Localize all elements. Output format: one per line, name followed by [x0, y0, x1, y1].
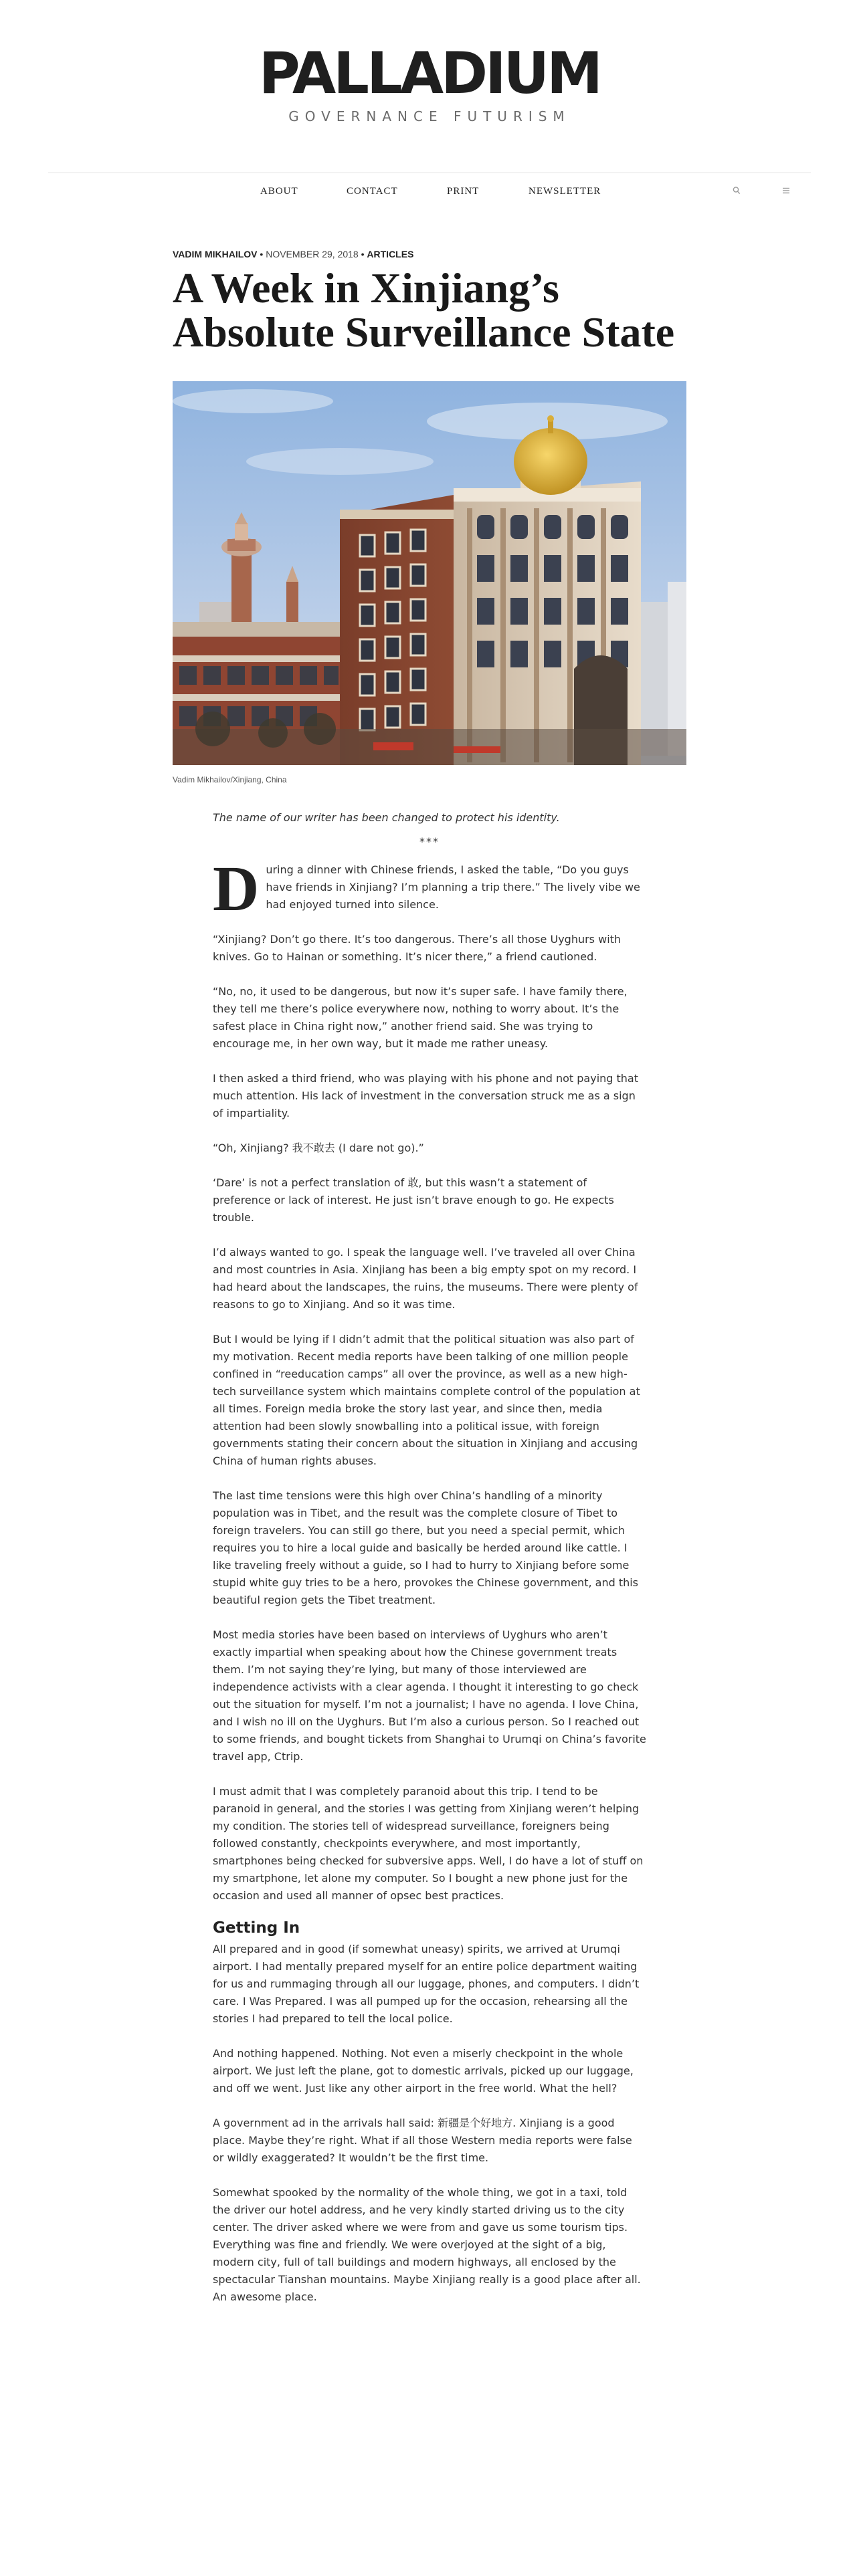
author-link[interactable]: VADIM MIKHAILOV — [173, 249, 258, 259]
article-byline — [173, 249, 413, 259]
section-separator: *** — [419, 835, 440, 848]
paragraph: The last time tensions were this high over China’s handling of a minority population was in Tibet, and the result was the complete closure of Tibet to foreign travelers. You can still go there, but you need a special permit, which requires you to hire a local guide and basically be herded around like cattle. I like traveling freely without a guide, so I had to hurry to Xinjiang before some stupid white guy tries to be a hero, provokes the Chinese government, and this beautiful region gets the Tibet treatment. — [213, 1489, 639, 1606]
category-link[interactable]: ARTICLES — [367, 249, 414, 259]
menu-icon[interactable] — [781, 186, 791, 197]
nav-contact[interactable]: CONTACT — [347, 186, 398, 197]
article-title: A Week in Xinjiang’s Absolute Surveillance State — [173, 264, 675, 356]
paragraph: ‘Dare’ is not a perfect translation of 敢, but this wasn’t a statement of preference or lack of interest. He just isn’t brave enough to go. He expects trouble. — [213, 1176, 614, 1224]
paragraph: All prepared and in good (if somewhat uneasy) spirits, we arrived at Urumqi airport. I had mentally prepared myself for an entire police department waiting for us and rummaging through all our luggage, phones, and computers. I didn’t care. I Was Prepared. I was all pumped up for the occasion, rehearsing all the stories I had prepared to tell the local police. — [213, 1943, 640, 2025]
hero-image — [173, 381, 686, 765]
main-nav — [0, 186, 859, 201]
paragraph: But I would be lying if I didn’t admit that the political situation was also part of my motivation. Recent media reports have been talking of one million people confined in “reeducation camps” all over the province, as well as a new high-tech surveillance system which maintains complete control of the population at all times. Foreign media broke the story last year, and since then, media attention had been slowly snowballing into a political issue, with foreign governments stating their concern about the situation in Xinjiang and accusing China of human rights abuses. — [213, 1333, 640, 1467]
paragraph: And nothing happened. Nothing. Not even a miserly checkpoint in the whole airport. We just left the plane, got to domestic arrivals, picked up our luggage, and off we went. Just like any other airport in the free world. What the hell? — [213, 2047, 634, 2095]
first-paragraph — [213, 853, 646, 924]
paragraph: I’d always wanted to go. I speak the language well. I’ve traveled all over China and most countries in Asia. Xinjiang has been a big empty spot on my record. I had heard about the landscapes, the ruins, the museums. There were plenty of reasons to go to Xinjiang. And so it was time. — [213, 1246, 638, 1311]
byline-separator: • — [260, 249, 264, 259]
site-tagline: GOVERNANCE FUTURISM — [288, 108, 571, 124]
nav-about[interactable]: ABOUT — [260, 186, 298, 197]
site-logo[interactable]: PALLADIUM — [258, 40, 601, 107]
paragraph: I then asked a third friend, who was playing with his phone and not paying that much attention. His lack of investment in the conversation struck me as a sign of impartiality. — [213, 1072, 639, 1119]
section-heading: Getting In — [213, 1919, 300, 1937]
masthead — [0, 41, 859, 124]
paragraph: “Xinjiang? Don’t go there. It’s too dangerous. There’s all those Uyghurs with knives. Go to Hainan or something. It’s nicer there,” a friend cautioned. — [213, 933, 622, 963]
paragraph: A government ad in the arrivals hall said: 新疆是个好地方. Xinjiang is a good place. Maybe they’re right. What if all those Western media reports were false or wildly exaggerated? It wouldn’t be the first time. — [213, 2117, 632, 2164]
publish-date: NOVEMBER 29, 2018 — [266, 249, 359, 259]
paragraph: “Oh, Xinjiang? 我不敢去 (I dare not go).” — [213, 1142, 424, 1154]
nav-newsletter[interactable]: NEWSLETTER — [529, 186, 601, 197]
drop-cap: D — [213, 853, 260, 924]
paragraph: I must admit that I was completely paranoid about this trip. I tend to be paranoid in general, and the stories I was getting from Xinjiang weren’t helping my condition. The stories tell of widespread surveillance, foreigners being followed constantly, checkpoints everywhere, and most importantly, smartphones being checked for subversive apps. Well, I do have a lot of stuff on my smartphone, let alone my computer. So I bought a new phone just for the occasion and used all manner of opsec best practices. — [213, 1785, 644, 1902]
search-icon[interactable] — [732, 186, 741, 197]
first-paragraph-text: uring a dinner with Chinese friends, I asked the table, “Do you guys have friends in Xinjiang? I’m planning a trip there.” The lively vibe we had enjoyed turned into silence. — [266, 863, 640, 911]
paragraph: “No, no, it used to be dangerous, but now it’s super safe. I have family there, they tell me there’s police everywhere now, nothing to worry about. It’s the safest place in China right now,” another friend said. She was trying to encourage me, in her own way, but it made me rather uneasy. — [213, 985, 628, 1050]
byline-separator: • — [361, 249, 365, 259]
image-caption: Vadim Mikhailov/Xinjiang, China — [173, 775, 287, 784]
article-body — [213, 809, 646, 2323]
paragraph: Most media stories have been based on interviews of Uyghurs who aren’t exactly impartial when speaking about how the Chinese government treats them. I’m not saying they’re lying, but many of those interviewed are independence activists with a clear agenda. I thought it interesting to go check out the situation for myself. I’m not a journalist; I have no agenda. I love China, and I wish no ill on the Uyghurs. But I’m also a curious person. So I reached out to some friends, and bought tickets from Shanghai to Urumqi on China’s favorite travel app, Ctrip. — [213, 1628, 646, 1763]
paragraph: Somewhat spooked by the normality of the whole thing, we got in a taxi, told the driver our hotel address, and he very kindly started driving us to the city center. The driver asked where we were from and gave us some tourism tips. Everything was fine and friendly. We were overjoyed at the sight of a big, modern city, full of tall buildings and modern highways, all enclosed by the spectacular Tianshan mountains. Maybe Xinjiang really is a good place after all. An awesome place. — [213, 2186, 641, 2303]
nav-print[interactable]: PRINT — [447, 186, 480, 197]
xinjiang-building-photo — [173, 381, 686, 765]
editor-note: The name of our writer has been changed to protect his identity. — [213, 811, 560, 824]
